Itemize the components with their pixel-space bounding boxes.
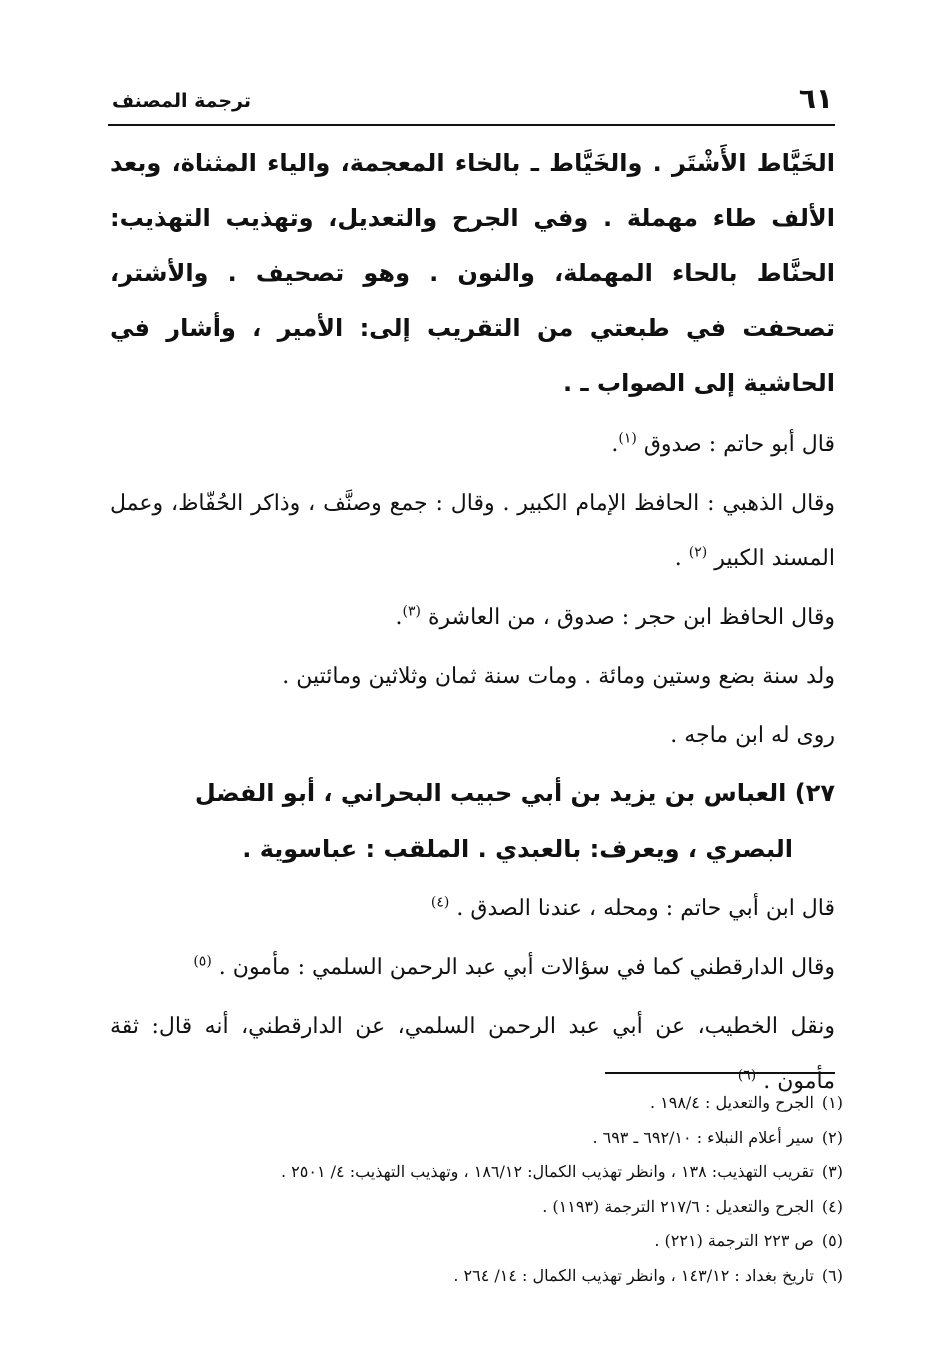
main-text [110,136,835,1109]
footnote-5 [108,1224,843,1259]
footnote-4 [108,1190,843,1225]
paragraph-end: . [611,432,619,457]
footnote-text: الجرح والتعديل : ٢١٧/٦ الترجمة (١١٩٣) . [542,1196,814,1216]
running-title: ترجمة المصنف [112,90,252,112]
footnote-number: (٤) [821,1196,843,1216]
paragraph-text: ونقل الخطيب، عن أبي عبد الرحمن السلمي، عن الدارقطني، أنه قال: ثقة مأمون . [110,1014,835,1094]
biography-entry-heading: ٢٧) العباس بن يزيد بن أبي حبيب البحراني ، أبو الفضل البصري ، ويعرف: بالعبدي . الملقب : عباسوية . [194,779,835,863]
footnote-3 [108,1155,843,1190]
paragraph-text: وقال الذهبي : الحافظ الإمام الكبير . وقال : جمع وصنَّف ، وذاكر الحُفّاظ، وعمل المسند الكبير [110,491,835,571]
footnote-number: (٢) [821,1127,843,1147]
paragraph-dhahabi [110,476,835,586]
footnote-number: (٦) [821,1265,843,1285]
bold-paragraph: الخَيَّاط الأَشْتَر . والخَيَّاط ـ بالخاء المعجمة، والياء المثناة، وبعد الألف طاء مهملة . وفي الجرح والتعديل، وتهذيب التهذيب: الحنَّاط بالحاء المهملة، والنون . وهو تصحيف . والأشتر، تصحفت في طبعتي من التقريب إلى: الأمير ، وأشار في الحاشية إلى الصواب ـ . [110,149,835,397]
paragraph-text: قال ابن أبي حاتم : ومحله ، عندنا الصدق . [456,896,835,921]
paragraph-text: وقال الحافظ ابن حجر : صدوق ، من العاشرة [427,605,835,630]
footnotes [108,1086,843,1293]
paragraph-ibn-abi-hatim [110,881,835,936]
paragraph-daraqutni [110,940,835,995]
footnote-ref: (٤) [430,894,450,911]
paragraph-narrated-by: روى له ابن ماجه . [670,723,835,748]
paragraph-end: . [395,605,403,630]
footnote-number: (١) [821,1093,843,1112]
footnote-number: (٥) [821,1231,843,1250]
footnote-1 [108,1086,843,1121]
paragraph-text: قال أبو حاتم : صدوق [643,432,835,457]
footnote-text: تاريخ بغداد : ١٤٣/١٢ ، وانظر تهذيب الكمال : ١٤/ ٢٦٤ . [453,1265,814,1285]
paragraph-ibn-hajar [110,590,835,645]
footnote-ref: (٢) [688,544,708,561]
footnote-text: تقريب التهذيب: ١٣٨ ، وانظر تهذيب الكمال: ١٨٦/١٢ ، وتهذيب التهذيب: ٤/ ٢٥٠١ . [280,1162,814,1181]
footnote-text: سير أعلام النبلاء : ٦٩٢/١٠ ـ ٦٩٣ . [592,1127,814,1147]
footnote-text: ص ٢٢٣ الترجمة (٢٢١) . [654,1231,814,1250]
footnote-ref: (٥) [193,953,212,970]
footnote-ref: (٣) [402,603,421,620]
footnote-2 [108,1121,843,1156]
footnote-separator [605,1072,835,1074]
paragraph-text: وقال الدارقطني كما في سؤالات أبي عبد الرحمن السلمي : مأمون . [218,955,835,980]
footnote-ref: (١) [618,430,637,447]
paragraph-abu-hatim [110,417,835,472]
page-number: ٦١ [798,82,833,115]
paragraph-end: . [674,546,689,571]
paragraph-birth-death: ولد سنة بضع وستين ومائة . ومات سنة ثمان وثلاثين ومائتين . [282,664,835,689]
footnote-6 [108,1259,843,1294]
footnote-text: الجرح والتعديل : ١٩٨/٤ . [649,1093,814,1112]
footnote-number: (٣) [821,1162,843,1181]
footnote-ref: (٦) [737,1067,757,1084]
page-header [108,80,835,126]
